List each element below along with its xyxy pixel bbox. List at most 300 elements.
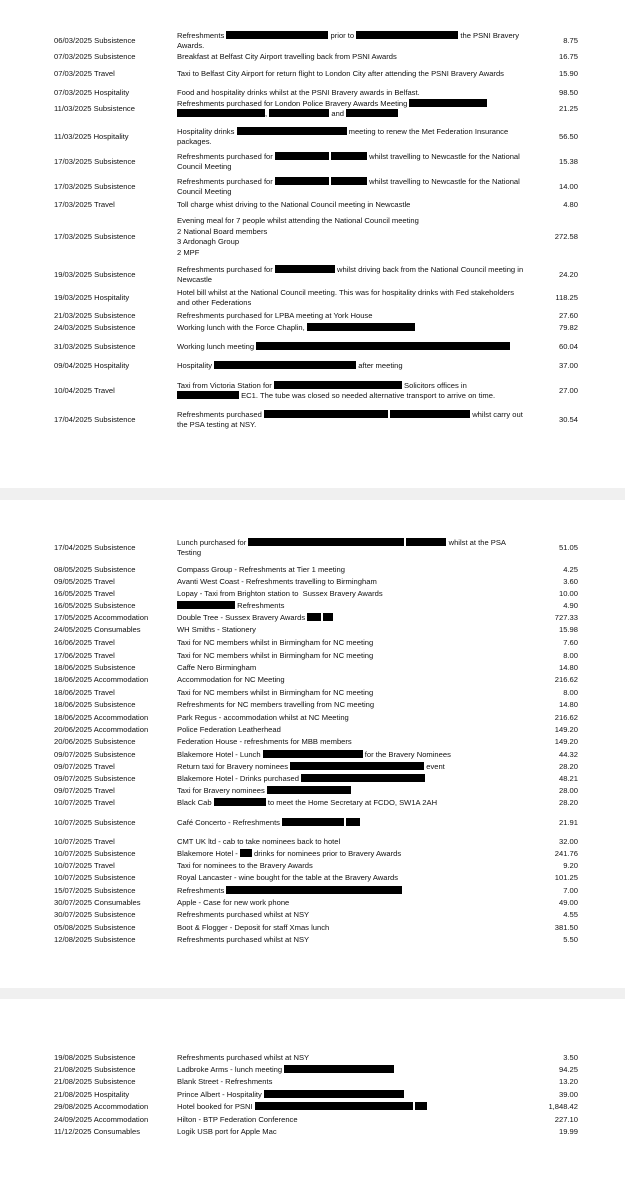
redaction-bar xyxy=(248,538,404,546)
amount: 60.04 xyxy=(558,342,578,351)
category: Consumables xyxy=(94,898,141,907)
date: 30/07/2025 xyxy=(54,898,93,907)
date-category-cell xyxy=(54,415,136,426)
description-text: Solicitors offices in xyxy=(401,380,469,390)
category: Travel xyxy=(94,762,115,771)
date-category-cell xyxy=(54,923,136,934)
amount: 3.50 xyxy=(563,1053,578,1062)
description xyxy=(177,1115,525,1126)
amount: 241.76 xyxy=(554,849,578,858)
category: Subsistence xyxy=(94,270,136,279)
amount: 14.80 xyxy=(558,663,578,672)
amount: 9.20 xyxy=(563,861,578,870)
date: 19/03/2025 xyxy=(54,270,93,279)
description-text: Taxi for NC members whilst in Birmingham for NC meeting xyxy=(177,637,374,647)
description xyxy=(177,410,525,431)
redaction-bar xyxy=(275,265,335,273)
category: Travel xyxy=(94,798,115,807)
category: Hospitality xyxy=(93,132,129,141)
description-text: Compass Group - Refreshments at Tier 1 meeting xyxy=(177,564,345,574)
category: Subsistence xyxy=(94,849,136,858)
date-category-cell xyxy=(54,651,115,662)
date: 16/05/2025 xyxy=(54,601,93,610)
redaction-bar xyxy=(346,818,360,826)
date: 11/03/2025 xyxy=(54,104,92,113)
date: 17/03/2025 xyxy=(54,232,93,241)
date-category-cell xyxy=(54,386,115,397)
date-category-cell xyxy=(54,837,115,848)
date-category-cell xyxy=(54,361,129,372)
date-category-cell xyxy=(54,577,115,588)
date: 18/06/2025 xyxy=(54,688,93,697)
description-text: Taxi for NC members whilst in Birmingham for NC meeting xyxy=(177,687,374,697)
description-text: Taxi for NC members whilst in Birmingham for NC meeting xyxy=(177,650,374,660)
description-text: Refreshments purchased for xyxy=(177,176,275,186)
description-text: Refreshments purchased whilst at NSY xyxy=(177,1052,310,1062)
redaction-bar xyxy=(406,538,446,546)
date-category-cell xyxy=(54,157,136,168)
description-text: Taxi for Bravery nominees xyxy=(177,785,267,795)
description xyxy=(177,311,525,322)
description-text: meeting to renew the Met Federation Insurance packages. xyxy=(177,126,511,146)
date-category-cell xyxy=(54,36,136,47)
date-category-cell xyxy=(54,342,136,353)
description-text: Taxi for nominees to the Bravery Awards xyxy=(177,860,313,870)
date-category-cell xyxy=(54,625,141,636)
redaction-bar xyxy=(390,410,470,418)
amount: 3.60 xyxy=(563,577,578,586)
description xyxy=(177,342,525,353)
date: 16/06/2025 xyxy=(54,638,93,647)
date: 24/03/2025 xyxy=(54,323,93,332)
amount: 7.60 xyxy=(563,638,578,647)
category: Consumables xyxy=(94,625,141,634)
date: 10/04/2025 xyxy=(54,386,93,395)
amount: 4.55 xyxy=(563,910,578,919)
description-text: Hospitality drinks xyxy=(177,126,237,136)
amount: 8.00 xyxy=(563,688,578,697)
amount: 49.00 xyxy=(558,898,578,907)
category: Subsistence xyxy=(94,1053,136,1062)
redaction-bar xyxy=(415,1102,427,1110)
description xyxy=(177,725,525,736)
category: Travel xyxy=(94,651,115,660)
amount: 4.90 xyxy=(563,601,578,610)
amount: 8.00 xyxy=(563,651,578,660)
description xyxy=(177,762,525,773)
category: Travel xyxy=(94,786,115,795)
amount: 94.25 xyxy=(558,1065,578,1074)
date: 08/05/2025 xyxy=(54,565,93,574)
date-category-cell xyxy=(54,762,115,773)
amount: 24.20 xyxy=(558,270,578,279)
date: 21/08/2025 xyxy=(54,1077,93,1086)
amount: 37.00 xyxy=(558,361,578,370)
description-text: Boot & Flogger - Deposit for staff Xmas lunch xyxy=(177,922,330,932)
amount: 227.10 xyxy=(554,1115,578,1124)
description xyxy=(177,625,525,636)
date-category-cell xyxy=(54,1127,140,1138)
category: Subsistence xyxy=(94,700,136,709)
date: 16/05/2025 xyxy=(54,589,93,598)
description-text: Refreshments purchased for London Police Bravery Awards Meeting xyxy=(177,98,410,108)
date-category-cell xyxy=(54,1053,136,1064)
description xyxy=(177,127,525,148)
description xyxy=(177,1053,525,1064)
description-text: whilst carry out the PSA testing at NSY. xyxy=(177,409,525,429)
date-category-cell xyxy=(54,565,136,576)
amount: 4.80 xyxy=(563,200,578,209)
description-text: the PSNI Bravery Awards. xyxy=(177,30,521,50)
category: Travel xyxy=(94,688,115,697)
description xyxy=(177,577,525,588)
amount: 56.50 xyxy=(558,132,578,141)
description-text: Hospitality xyxy=(177,360,215,370)
category: Travel xyxy=(94,69,115,78)
description-text: EC1. The tube was closed so needed alternative transport to arrive on time. xyxy=(239,391,496,400)
amount: 51.05 xyxy=(558,543,578,552)
description-text: Refreshments purchased for xyxy=(177,264,275,274)
category: Subsistence xyxy=(94,543,136,552)
description-text: Toll charge whist driving to the National Council meeting in Newcastle xyxy=(177,199,411,209)
description xyxy=(177,1102,525,1113)
date-category-cell xyxy=(54,935,136,946)
category: Travel xyxy=(94,638,115,647)
redaction-bar xyxy=(237,127,347,135)
description-text: , xyxy=(265,109,270,118)
description xyxy=(177,31,525,52)
description xyxy=(177,786,525,797)
category: Subsistence xyxy=(94,873,136,882)
category: Subsistence xyxy=(94,737,136,746)
amount: 4.25 xyxy=(563,565,578,574)
redaction-bar xyxy=(269,109,329,117)
amount: 98.50 xyxy=(558,88,578,97)
date: 10/07/2025 xyxy=(54,818,93,827)
description xyxy=(177,589,525,600)
category: Accommodation xyxy=(93,1102,149,1111)
category: Travel xyxy=(94,577,115,586)
description-text: Black Cab xyxy=(177,797,214,807)
date-category-cell xyxy=(54,1090,129,1101)
redaction-bar xyxy=(331,177,367,185)
description-text: Refreshments purchased for xyxy=(177,151,275,161)
date: 17/03/2025 xyxy=(54,182,93,191)
description-text: Refreshments for NC members travelling from NC meeting xyxy=(177,699,375,709)
date: 09/07/2025 xyxy=(54,750,93,759)
date-category-cell xyxy=(54,910,136,921)
description xyxy=(177,861,525,872)
description-text: for the Bravery Nominees xyxy=(362,749,451,759)
date-category-cell xyxy=(54,323,136,334)
category: Consumables xyxy=(93,1127,141,1136)
description-text: Breakfast at Belfast City Airport travelling back from PSNI Awards xyxy=(177,51,397,61)
description-text: Avanti West Coast - Refreshments travelling to Birmingham xyxy=(177,576,377,586)
date: 31/03/2025 xyxy=(54,342,93,351)
category: Subsistence xyxy=(94,565,136,574)
description-text: Blakemore Hotel - xyxy=(177,848,240,858)
date: 18/06/2025 xyxy=(54,663,93,672)
description xyxy=(177,700,525,711)
description-text: Royal Lancaster - wine bought for the table at the Bravery Awards xyxy=(177,872,399,882)
description xyxy=(177,651,525,662)
category: Subsistence xyxy=(94,232,136,241)
description xyxy=(177,52,525,63)
description xyxy=(177,323,525,334)
description-text: Blakemore Hotel - Lunch xyxy=(177,749,263,759)
date-category-cell xyxy=(54,713,148,724)
description xyxy=(177,200,525,211)
amount: 381.50 xyxy=(554,923,578,932)
category: Travel xyxy=(94,861,115,870)
category: Hospitality xyxy=(94,293,130,302)
category: Subsistence xyxy=(94,750,136,759)
description-text: Accommodation for NC Meeting xyxy=(177,674,285,684)
statement-page-1 xyxy=(0,0,625,488)
redaction-bar xyxy=(177,391,239,399)
description xyxy=(177,1090,525,1101)
date: 17/03/2025 xyxy=(54,157,93,166)
amount: 216.62 xyxy=(554,713,578,722)
date: 17/04/2025 xyxy=(54,543,93,552)
description-text: whilst driving back from the National Council meeting in Newcastle xyxy=(177,264,526,284)
amount: 727.33 xyxy=(554,613,578,622)
date-category-cell xyxy=(54,69,115,80)
description-text: Working lunch meeting xyxy=(177,341,257,351)
description-text: Hotel bill whilst at the National Council meeting. This was for hospitality drinks with Fed stakeholders and other Federations xyxy=(177,287,517,307)
redaction-bar xyxy=(267,786,351,794)
date: 06/03/2025 xyxy=(54,36,93,45)
description-text: Evening meal for 7 people whilst attending the National Council meeting 2 National Board members 3 Ardonagh Group 2 MPF xyxy=(177,216,419,257)
redaction-bar xyxy=(274,381,402,389)
date-category-cell xyxy=(54,601,136,612)
description-text: Ladbroke Arms - lunch meeting xyxy=(177,1064,285,1074)
category: Subsistence xyxy=(94,910,136,919)
category: Subsistence xyxy=(93,104,135,113)
date: 07/03/2025 xyxy=(54,52,93,61)
date: 17/06/2025 xyxy=(54,651,93,660)
redaction-bar xyxy=(290,762,424,770)
category: Subsistence xyxy=(94,663,136,672)
description-text: whilst travelling to Newcastle for the National Council Meeting xyxy=(177,151,522,171)
redaction-bar xyxy=(301,774,425,782)
description-text: after meeting xyxy=(356,360,403,370)
date: 10/07/2025 xyxy=(54,798,93,807)
description-text: Food and hospitality drinks whilst at the PSNI Bravery awards in Belfast. xyxy=(177,87,420,97)
date: 09/07/2025 xyxy=(54,774,93,783)
redaction-bar xyxy=(214,361,356,369)
date: 17/03/2025 xyxy=(54,200,93,209)
redaction-bar xyxy=(275,152,329,160)
description xyxy=(177,923,525,934)
date-category-cell xyxy=(54,293,129,304)
date: 20/06/2025 xyxy=(54,725,93,734)
amount: 149.20 xyxy=(554,737,578,746)
date: 15/07/2025 xyxy=(54,886,93,895)
date: 18/06/2025 xyxy=(54,675,93,684)
redaction-bar xyxy=(256,342,510,350)
redaction-bar xyxy=(307,323,415,331)
description-text: to meet the Home Secretary at FCDO, SW1A 2AH xyxy=(265,797,438,807)
category: Accommodation xyxy=(93,725,149,734)
description-text: Café Concerto - Refreshments xyxy=(177,817,283,827)
description xyxy=(177,910,525,921)
description xyxy=(177,88,525,99)
description-text: Refreshments xyxy=(177,885,227,895)
date-category-cell xyxy=(54,818,136,829)
date-category-cell xyxy=(54,638,115,649)
statement-page-3 xyxy=(0,999,625,1200)
amount: 10.00 xyxy=(558,589,578,598)
amount: 8.75 xyxy=(563,36,578,45)
date-category-cell xyxy=(54,663,136,674)
description xyxy=(177,713,525,724)
statement-page-2 xyxy=(0,500,625,988)
redaction-bar xyxy=(177,601,235,609)
description xyxy=(177,737,525,748)
category: Subsistence xyxy=(94,323,136,332)
date: 10/07/2025 xyxy=(54,849,93,858)
description-text: Police Federation Leatherhead xyxy=(177,724,281,734)
category: Travel xyxy=(94,386,115,395)
date: 07/03/2025 xyxy=(54,69,93,78)
date-category-cell xyxy=(54,132,129,143)
amount: 101.25 xyxy=(554,873,578,882)
amount: 16.75 xyxy=(558,52,578,61)
date-category-cell xyxy=(54,849,136,860)
amount: 272.58 xyxy=(554,232,578,241)
category: Subsistence xyxy=(94,36,136,45)
amount: 21.25 xyxy=(558,104,578,113)
description-text: Taxi from Victoria Station for xyxy=(177,380,274,390)
amount: 14.00 xyxy=(558,182,578,191)
date-category-cell xyxy=(54,589,115,600)
amount: 5.50 xyxy=(563,935,578,944)
amount: 44.32 xyxy=(558,750,578,759)
description-text: Logik USB port for Apple Mac xyxy=(177,1126,277,1136)
amount: 15.38 xyxy=(558,157,578,166)
description-text: prior to xyxy=(328,30,357,40)
redaction-bar xyxy=(226,886,402,894)
redaction-bar xyxy=(331,152,367,160)
date: 12/08/2025 xyxy=(54,935,93,944)
amount: 32.00 xyxy=(558,837,578,846)
description xyxy=(177,265,525,286)
amount: 79.82 xyxy=(558,323,578,332)
date-category-cell xyxy=(54,786,115,797)
description-text: Apple - Case for new work phone xyxy=(177,897,290,907)
description-text: Caffe Nero Birmingham xyxy=(177,662,257,672)
category: Subsistence xyxy=(94,923,136,932)
date-category-cell xyxy=(54,88,129,99)
redaction-bar xyxy=(226,31,328,39)
date-category-cell xyxy=(54,737,136,748)
description xyxy=(177,152,525,173)
description-text: Blank Street - Refreshments xyxy=(177,1076,273,1086)
date: 09/04/2025 xyxy=(54,361,93,370)
date: 10/07/2025 xyxy=(54,861,93,870)
date-category-cell xyxy=(54,861,115,872)
description-text: CMT UK ltd - cab to take nominees back to hotel xyxy=(177,836,341,846)
amount: 7.00 xyxy=(563,886,578,895)
date-category-cell xyxy=(54,1065,136,1076)
description xyxy=(177,774,525,785)
amount: 21.91 xyxy=(558,818,578,827)
description-text: WH Smiths - Stationery xyxy=(177,624,256,634)
amount: 118.25 xyxy=(555,293,578,302)
amount: 15.90 xyxy=(558,69,578,78)
category: Subsistence xyxy=(94,601,136,610)
description xyxy=(177,538,525,559)
redaction-bar xyxy=(307,613,321,621)
category: Subsistence xyxy=(94,1077,136,1086)
amount: 28.20 xyxy=(558,762,578,771)
description-text: Return taxi for Bravery nominees xyxy=(177,761,291,771)
category: Subsistence xyxy=(94,774,136,783)
date-category-cell xyxy=(54,1102,148,1113)
redaction-bar xyxy=(240,849,252,857)
description xyxy=(177,1077,525,1088)
description-text: Blakemore Hotel - Drinks purchased xyxy=(177,773,302,783)
date: 18/06/2025 xyxy=(54,700,93,709)
date-category-cell xyxy=(54,613,148,624)
date-category-cell xyxy=(54,52,136,63)
redaction-bar xyxy=(214,798,266,806)
description xyxy=(177,1065,525,1076)
description-text: Refreshments xyxy=(177,30,227,40)
amount: 28.00 xyxy=(558,786,578,795)
description xyxy=(177,69,525,80)
date: 11/03/2025 xyxy=(54,132,92,141)
category: Travel xyxy=(94,589,115,598)
redaction-bar xyxy=(346,109,398,117)
date-category-cell xyxy=(54,200,115,211)
date-category-cell xyxy=(54,182,136,193)
amount: 13.20 xyxy=(558,1077,578,1086)
category: Subsistence xyxy=(94,935,136,944)
description xyxy=(177,849,525,860)
description-text: Refreshments purchased whilst at NSY xyxy=(177,909,310,919)
date: 09/05/2025 xyxy=(54,577,93,586)
description-text: whilst at the PSA Testing xyxy=(177,537,508,557)
amount: 216.62 xyxy=(554,675,578,684)
description-text: Lopay - Taxi from Brighton station to Sussex Bravery Awards xyxy=(177,588,383,598)
amount: 27.60 xyxy=(558,311,578,320)
description xyxy=(177,99,525,120)
date: 09/07/2025 xyxy=(54,762,93,771)
date: 17/05/2025 xyxy=(54,613,93,622)
category: Subsistence xyxy=(94,818,136,827)
category: Accommodation xyxy=(93,613,149,622)
date: 09/07/2025 xyxy=(54,786,93,795)
category: Subsistence xyxy=(94,182,136,191)
date-category-cell xyxy=(54,675,148,686)
date-category-cell xyxy=(54,725,148,736)
description-text: Lunch purchased for xyxy=(177,537,249,547)
description xyxy=(177,613,525,624)
amount: 1,848.42 xyxy=(548,1102,578,1111)
amount: 48.21 xyxy=(558,774,578,783)
category: Accommodation xyxy=(93,1115,149,1124)
category: Accommodation xyxy=(93,675,149,684)
category: Hospitality xyxy=(94,1090,130,1099)
date-category-cell xyxy=(54,1115,148,1126)
category: Travel xyxy=(94,837,115,846)
category: Subsistence xyxy=(94,157,136,166)
description xyxy=(177,177,525,198)
date: 17/04/2025 xyxy=(54,415,93,424)
description-text: Working lunch with the Force Chaplin, xyxy=(177,322,307,332)
